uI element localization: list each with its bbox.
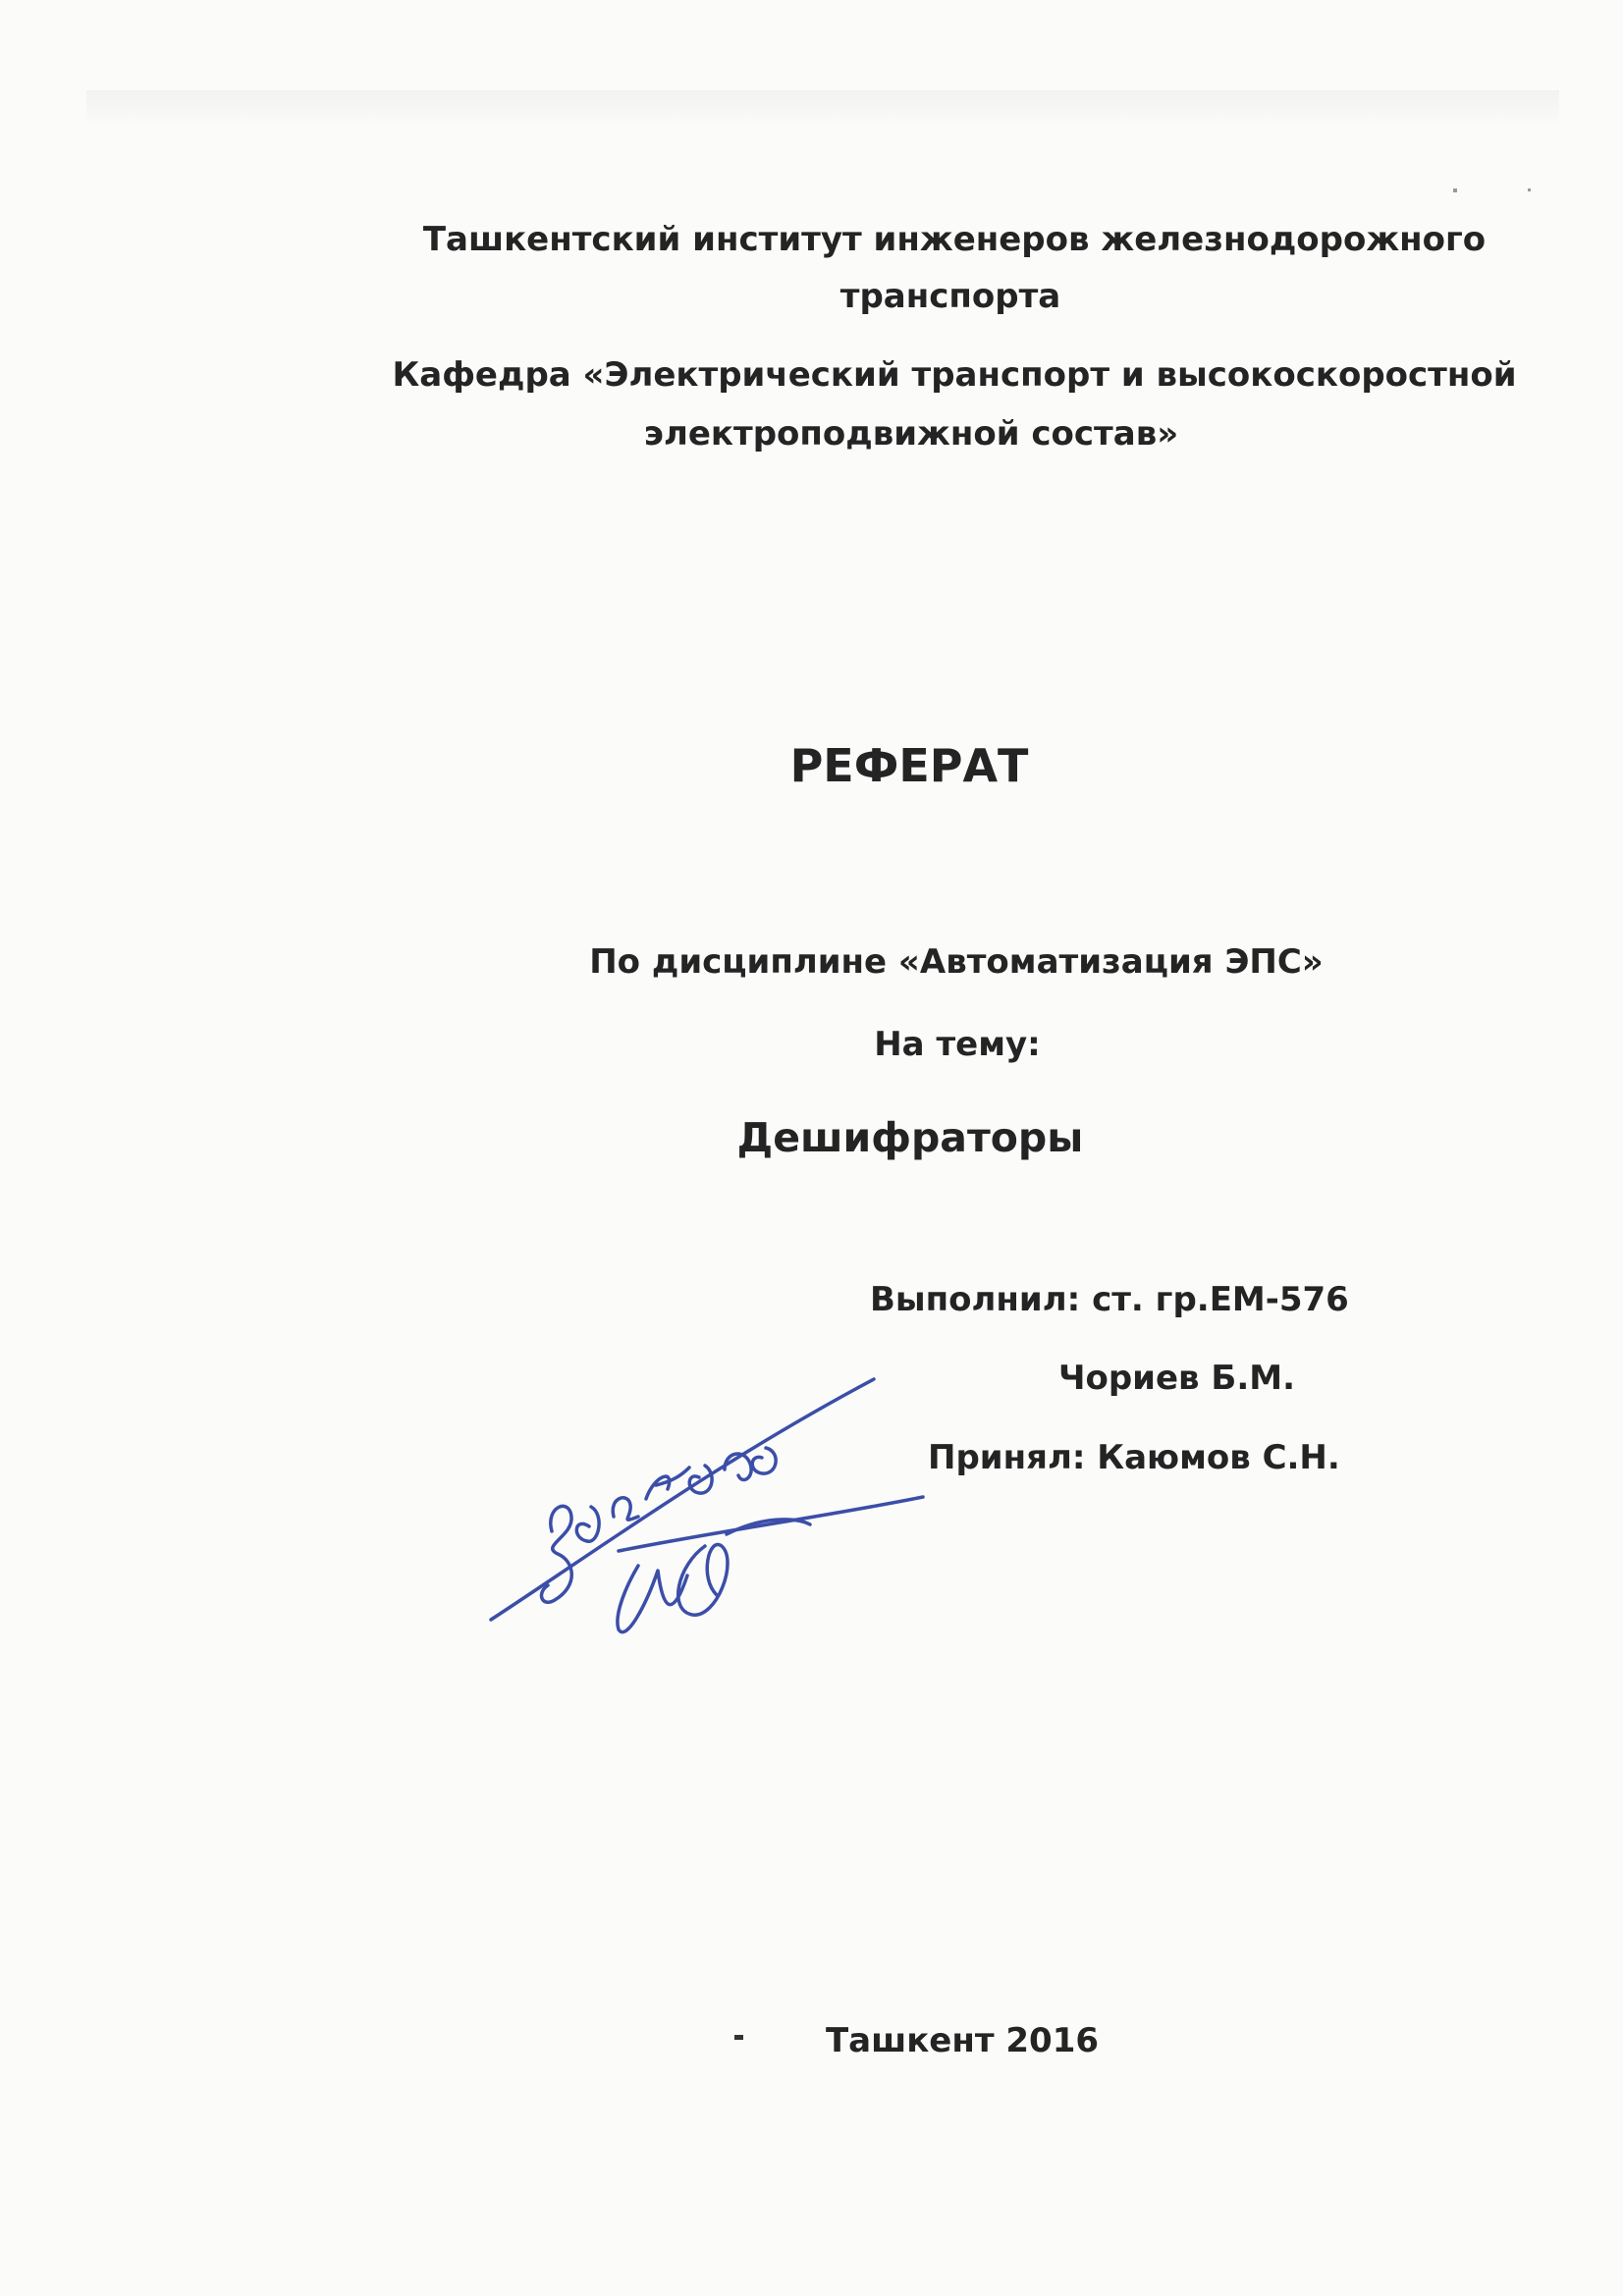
department-line-1: Кафедра «Электрический транспорт и высокоскоростной (392, 355, 1517, 395)
student-name: Чориев Б.М. (1058, 1359, 1295, 1398)
department-line-2: электроподвижной состав» (643, 414, 1179, 454)
scan-speck (1453, 188, 1457, 192)
document-type-title: РЕФЕРАТ (789, 739, 1029, 792)
scan-mark (734, 2035, 743, 2040)
institute-line-1: Ташкентский институт инженеров железнодорожного (422, 220, 1487, 259)
performed-by-line: Выполнил: ст. гр.ЕМ-576 (870, 1280, 1349, 1319)
scan-artifact (86, 90, 1559, 128)
institute-line-2: транспорта (839, 277, 1061, 316)
discipline-line: По дисциплине «Автоматизация ЭПС» (589, 942, 1324, 982)
accepted-by-line: Принял: Каюмов С.Н. (928, 1438, 1340, 1477)
city-year: Ташкент 2016 (825, 2021, 1100, 2060)
topic-label: На тему: (874, 1025, 1041, 1064)
handwritten-signature-mark (471, 1369, 933, 1654)
topic-title: Дешифраторы (736, 1114, 1084, 1161)
scan-speck (1528, 188, 1531, 191)
